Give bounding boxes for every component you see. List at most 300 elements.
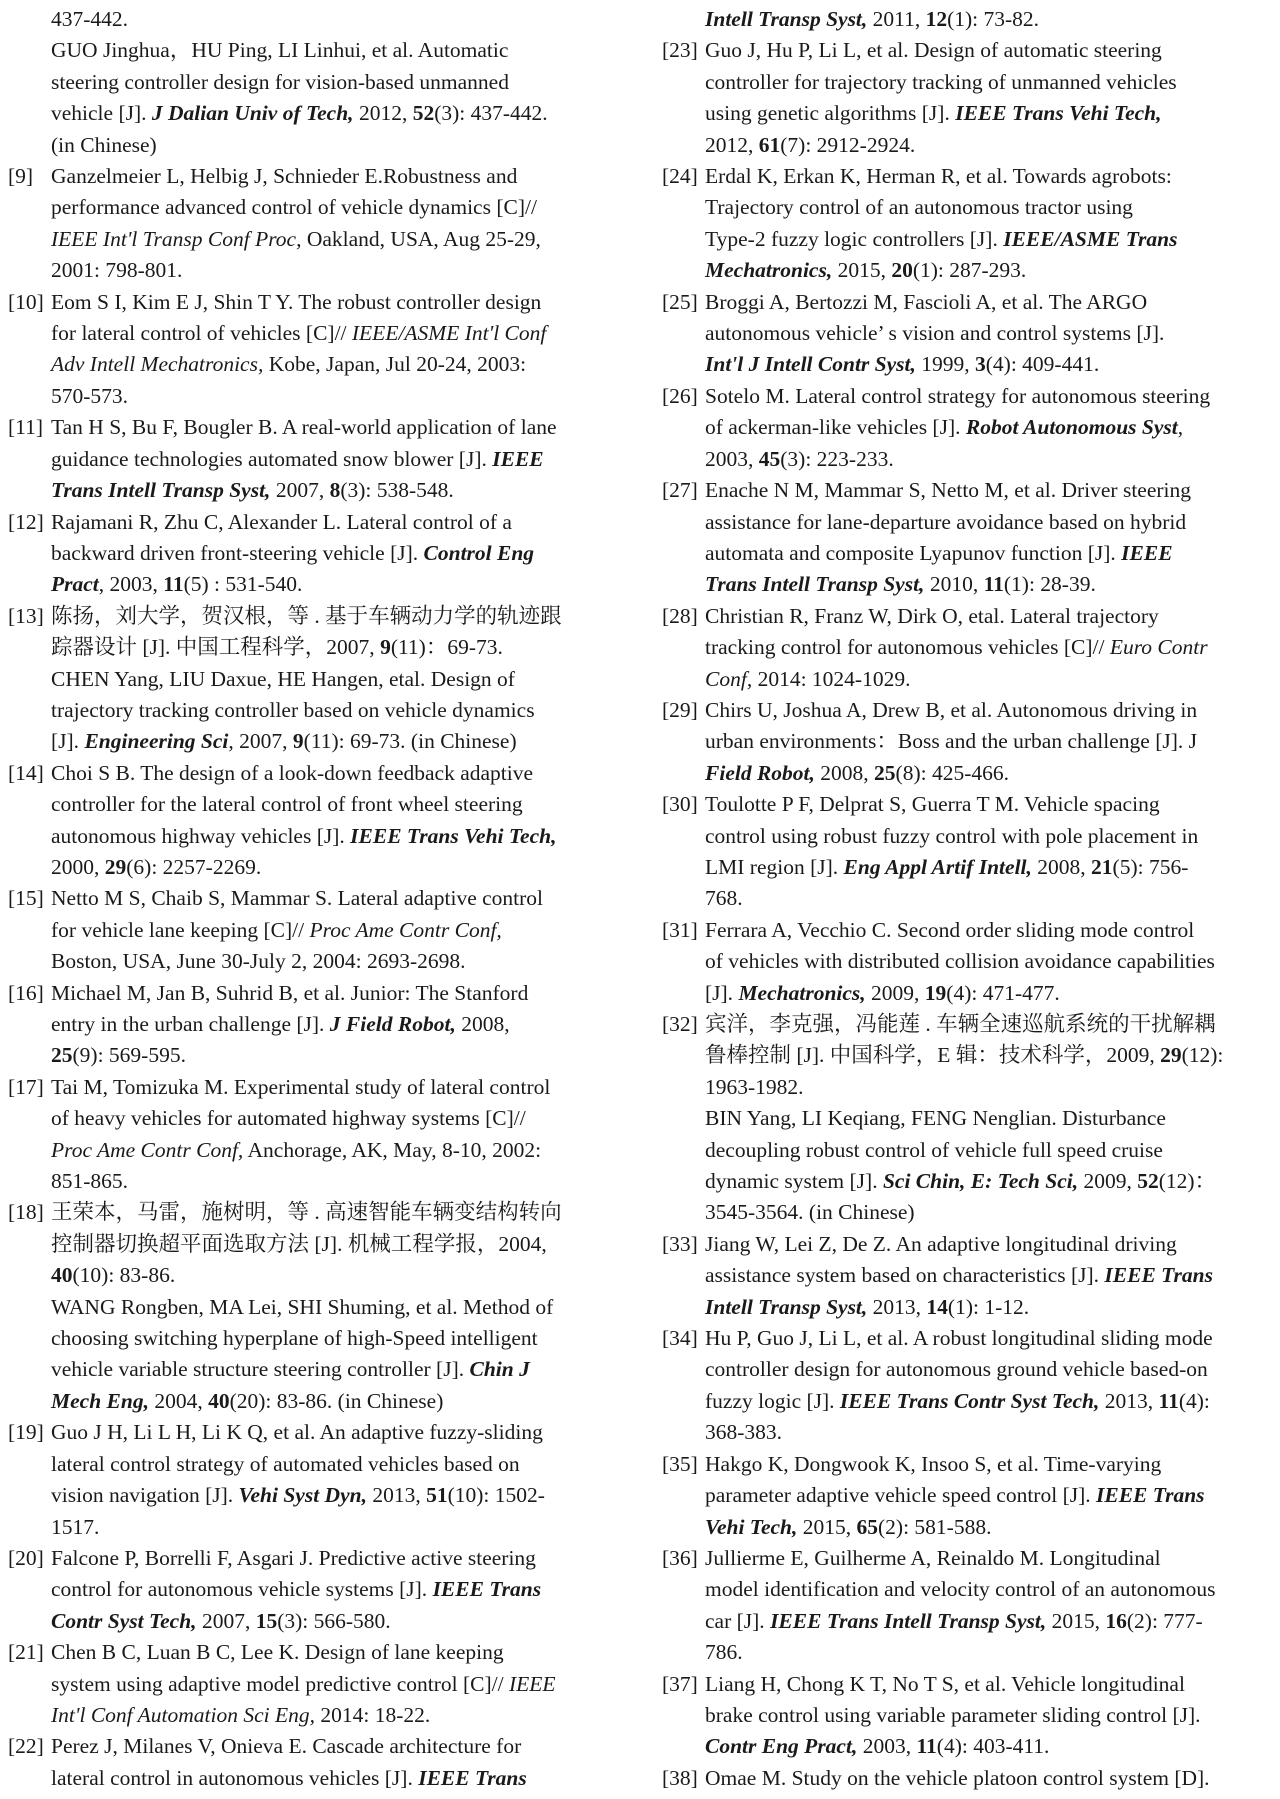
- reference-line: [51, 1260, 618, 1291]
- reference-entry: [662, 4, 1270, 35]
- reference-text: 1517.: [51, 1514, 100, 1539]
- reference-line: [51, 569, 618, 600]
- reference-text: Enache N M, Mammar S, Netto M, et al. Driver steering: [705, 478, 1192, 503]
- reference-text: 2007,: [270, 478, 330, 503]
- reference-number: [15]: [8, 886, 44, 911]
- reference-number: [13]: [8, 603, 44, 628]
- reference-line: [705, 664, 1270, 695]
- reference-entry: [662, 601, 1270, 695]
- reference-emphasis: 3: [975, 352, 986, 377]
- reference-text: assistance system based on characteristics [J].: [705, 1263, 1105, 1288]
- reference-emphasis: Engineering Sci: [84, 729, 229, 754]
- reference-emphasis: IEEE: [508, 1671, 556, 1696]
- reference-line: [51, 1700, 618, 1731]
- reference-line: [51, 255, 618, 286]
- reference-text: 2015,: [832, 258, 892, 283]
- reference-text: dynamic system [J].: [705, 1169, 883, 1194]
- reference-line: [705, 1103, 1270, 1134]
- reference-line: [705, 1009, 1270, 1040]
- reference-emphasis: 11: [1158, 1388, 1179, 1413]
- reference-text: choosing switching hyperplane of high-Speed intelligent: [51, 1326, 538, 1351]
- reference-text: 2009,: [1078, 1169, 1138, 1194]
- reference-text: of heavy vehicles for automated highway systems [C]//: [51, 1106, 526, 1131]
- reference-emphasis: 52: [412, 101, 435, 126]
- reference-entry: [8, 412, 618, 506]
- reference-number: [24]: [662, 164, 698, 189]
- reference-text: autonomous vehicle’ s vision and control systems [J].: [705, 321, 1165, 346]
- reference-line: [705, 1480, 1270, 1511]
- reference-text: 宾洋，李克强，冯能莲 . 车辆全速巡航系统的干扰解耦: [705, 1012, 1216, 1036]
- reference-text: autonomous highway vehicles [J].: [51, 823, 351, 848]
- reference-text: Perez J, Milanes V, Onieva E. Cascade architecture for: [51, 1734, 522, 1759]
- reference-line: [51, 161, 618, 192]
- reference-number: [10]: [8, 289, 44, 314]
- reference-line: [51, 130, 618, 161]
- reference-line: [705, 35, 1270, 66]
- reference-line: [705, 1386, 1270, 1417]
- reference-number: [9]: [8, 164, 34, 189]
- reference-line: [51, 883, 618, 914]
- reference-line: [705, 1323, 1270, 1354]
- reference-line: [705, 726, 1270, 757]
- reference-text: of vehicles with distributed collision avoidance capabilities: [705, 949, 1215, 974]
- reference-entry: [662, 1229, 1270, 1323]
- reference-text: (10): 83-86.: [72, 1263, 176, 1288]
- reference-emphasis: Proc Ame Contr Conf,: [51, 1137, 244, 1162]
- reference-emphasis: IEEE Int'l Transp Conf Proc,: [51, 226, 302, 251]
- reference-text: lateral control in autonomous vehicles [J].: [51, 1765, 419, 1790]
- reference-emphasis: 25: [51, 1043, 73, 1068]
- reference-emphasis: 11: [163, 572, 184, 597]
- reference-emphasis: 40: [208, 1388, 230, 1413]
- reference-entry: [662, 35, 1270, 161]
- reference-text: Trajectory control of an autonomous tractor using: [705, 195, 1133, 220]
- reference-text: 2004,: [148, 1388, 209, 1413]
- reference-entry: [662, 475, 1270, 601]
- reference-line: [705, 946, 1270, 977]
- reference-text: (6): 2257-2269.: [126, 854, 262, 879]
- reference-line: [705, 255, 1270, 286]
- reference-emphasis: IEEE Trans Vehi Tech,: [350, 823, 557, 848]
- reference-line: [705, 1763, 1270, 1794]
- reference-line: [51, 192, 618, 223]
- reference-column-right: [662, 4, 1270, 1794]
- reference-text: Jullierme E, Guilherme A, Reinaldo M. Longitudinal: [705, 1545, 1161, 1570]
- reference-number: [35]: [662, 1451, 698, 1476]
- reference-emphasis: IEEE Trans Intell Transp Syst,: [770, 1608, 1047, 1633]
- reference-emphasis: 40: [51, 1263, 73, 1288]
- reference-text: parameter adaptive vehicle speed control [J].: [705, 1483, 1096, 1508]
- reference-text: (3): 538-548.: [340, 478, 454, 503]
- reference-entry: [8, 161, 618, 287]
- reference-number: [19]: [8, 1420, 44, 1445]
- reference-number: [33]: [662, 1231, 698, 1256]
- reference-text: (10): 1502-: [447, 1483, 545, 1508]
- reference-emphasis: Chin J: [469, 1357, 530, 1382]
- reference-emphasis: Trans Intell Transp Syst,: [51, 478, 271, 503]
- reference-text: 2012,: [353, 101, 413, 126]
- reference-text: vision navigation [J].: [51, 1483, 239, 1508]
- reference-text: trajectory tracking controller based on vehicle dynamics: [51, 697, 535, 722]
- reference-entry: [662, 1449, 1270, 1543]
- reference-text: Eom S I, Kim E J, Shin T Y. The robust controller design: [51, 289, 542, 314]
- reference-number: [34]: [662, 1326, 698, 1351]
- reference-text: 1999,: [915, 352, 976, 377]
- reference-entry: [8, 1197, 618, 1417]
- reference-text: control using robust fuzzy control with pole placement in: [705, 823, 1199, 848]
- reference-number: [16]: [8, 980, 44, 1005]
- reference-text: for vehicle lane keeping [C]//: [51, 917, 310, 942]
- reference-emphasis: 12: [925, 7, 948, 31]
- reference-emphasis: Mechatronics,: [705, 258, 833, 283]
- reference-entry: [8, 4, 618, 161]
- reference-emphasis: 25: [874, 760, 896, 785]
- reference-number: [25]: [662, 289, 698, 314]
- reference-text: 2015,: [1046, 1608, 1106, 1633]
- reference-text: (3): 223-233.: [780, 446, 894, 471]
- reference-number: [22]: [8, 1734, 44, 1759]
- reference-text: (1): 73-82.: [947, 7, 1040, 31]
- reference-emphasis: Conf,: [705, 666, 753, 691]
- reference-line: [51, 1543, 618, 1574]
- reference-text: 2008,: [1031, 854, 1092, 879]
- reference-line: [51, 224, 618, 255]
- reference-line: [51, 475, 618, 506]
- reference-number: [20]: [8, 1545, 44, 1570]
- reference-line: [51, 1166, 618, 1197]
- reference-line: [51, 318, 618, 349]
- reference-text: Type-2 fuzzy logic controllers [J].: [705, 226, 1004, 251]
- reference-text: using genetic algorithms [J].: [705, 101, 956, 126]
- reference-text: 2007,: [196, 1608, 256, 1633]
- reference-emphasis: IEEE Trans: [1096, 1483, 1205, 1508]
- reference-number: [26]: [662, 383, 698, 408]
- reference-line: [705, 1543, 1270, 1574]
- reference-line: [705, 130, 1270, 161]
- reference-entry: [662, 381, 1270, 475]
- reference-text: (11): 69-73. (in Chinese): [303, 729, 517, 754]
- reference-number: [18]: [8, 1200, 44, 1225]
- reference-number: [27]: [662, 478, 698, 503]
- reference-line: [51, 1606, 618, 1637]
- reference-text: 2011,: [867, 7, 926, 31]
- reference-line: [705, 1260, 1270, 1291]
- reference-emphasis: IEEE: [1121, 540, 1173, 565]
- reference-text: Liang H, Chong K T, No T S, et al. Vehicle longitudinal: [705, 1671, 1185, 1696]
- reference-text: Michael M, Jan B, Suhrid B, et al. Junior: The Stanford: [51, 980, 529, 1005]
- reference-emphasis: IEEE Trans Vehi Tech,: [955, 101, 1162, 126]
- reference-text: Choi S B. The design of a look-down feedback adaptive: [51, 760, 534, 785]
- reference-text: guidance technologies automated snow blower [J].: [51, 446, 493, 471]
- reference-emphasis: Robot Autonomous Syst: [965, 415, 1178, 440]
- reference-line: [705, 507, 1270, 538]
- reference-text: 2008,: [814, 760, 875, 785]
- reference-text: Sotelo M. Lateral control strategy for autonomous steering: [705, 383, 1211, 408]
- reference-emphasis: IEEE Trans: [1104, 1263, 1213, 1288]
- reference-text: 鲁棒控制 [J]. 中国科学，E 辑：技术科学，2009,: [705, 1043, 1161, 1068]
- reference-line: [51, 1009, 618, 1040]
- reference-line: [51, 1040, 618, 1071]
- reference-line: [705, 1040, 1270, 1071]
- reference-entry: [8, 883, 618, 977]
- reference-text: CHEN Yang, LIU Daxue, HE Hangen, etal. Design of: [51, 666, 515, 691]
- reference-text: Chirs U, Joshua A, Drew B, et al. Autonomous driving in: [705, 697, 1198, 722]
- reference-line: [51, 695, 618, 726]
- reference-text: (8): 425-466.: [895, 760, 1009, 785]
- reference-text: 2013,: [366, 1483, 427, 1508]
- reference-entry: [8, 601, 618, 758]
- reference-entry: [662, 1669, 1270, 1763]
- reference-line: [51, 1323, 618, 1354]
- reference-number: [29]: [662, 697, 698, 722]
- reference-emphasis: Int'l J Intell Contr Syst,: [705, 352, 916, 377]
- reference-emphasis: IEEE/ASME Int'l Conf: [351, 321, 547, 346]
- reference-line: [51, 444, 618, 475]
- reference-text: (20): 83-86. (in Chinese): [229, 1388, 444, 1413]
- reference-entry: [8, 1072, 618, 1198]
- reference-text: backward driven front-steering vehicle [J].: [51, 540, 424, 565]
- reference-line: [51, 1135, 618, 1166]
- reference-text: 2008,: [455, 1012, 510, 1036]
- reference-line: [705, 852, 1270, 883]
- reference-emphasis: 11: [916, 1734, 937, 1759]
- reference-line: [705, 601, 1270, 632]
- reference-text: for lateral control of vehicles [C]//: [51, 321, 352, 346]
- reference-text: 2010,: [924, 572, 984, 597]
- reference-emphasis: IEEE Trans Contr Syst Tech,: [839, 1388, 1100, 1413]
- reference-text: Omae M. Study on the vehicle platoon control system [D].: [705, 1765, 1210, 1790]
- reference-entry: [662, 789, 1270, 915]
- reference-text: Rajamani R, Zhu C, Alexander L. Lateral control of a: [51, 509, 512, 534]
- reference-line: [705, 1197, 1270, 1228]
- reference-line: [51, 287, 618, 318]
- reference-line: [51, 507, 618, 538]
- reference-text: lateral control strategy of automated vehicles based on: [51, 1451, 520, 1476]
- reference-line: [705, 883, 1270, 914]
- reference-entry: [662, 1543, 1270, 1669]
- reference-entry: [662, 1763, 1270, 1794]
- reference-entry: [662, 695, 1270, 789]
- reference-text: 2015,: [797, 1514, 857, 1539]
- reference-line: [51, 821, 618, 852]
- reference-line: [51, 67, 618, 98]
- reference-text: 368-383.: [705, 1420, 783, 1445]
- reference-text: (12)：: [1158, 1169, 1217, 1194]
- reference-line: [705, 192, 1270, 223]
- reference-emphasis: Control Eng: [423, 540, 535, 565]
- reference-emphasis: Pract: [51, 572, 99, 597]
- reference-entry: [8, 287, 618, 413]
- reference-text: (7): 2912-2924.: [780, 132, 916, 157]
- reference-number: [12]: [8, 509, 44, 534]
- reference-text: Erdal K, Erkan K, Herman R, et al. Towards agrobots:: [705, 164, 1172, 189]
- reference-text: urban environments：Boss and the urban challenge [J]. J: [705, 729, 1197, 754]
- reference-emphasis: 9: [380, 635, 391, 660]
- reference-line: [51, 4, 618, 35]
- reference-text: 570-573.: [51, 383, 129, 408]
- reference-text: assistance for lane-departure avoidance based on hybrid: [705, 509, 1187, 534]
- reference-entry: [8, 1417, 618, 1543]
- reference-line: [51, 1417, 618, 1448]
- reference-line: [705, 1731, 1270, 1762]
- reference-line: [705, 632, 1270, 663]
- reference-line: [51, 1763, 618, 1794]
- reference-text: (12):: [1181, 1043, 1224, 1068]
- reference-line: [51, 632, 618, 663]
- reference-line: [51, 1731, 618, 1762]
- reference-entry: [662, 287, 1270, 381]
- reference-text: Netto M S, Chaib S, Mammar S. Lateral adaptive control: [51, 886, 544, 911]
- reference-emphasis: 9: [292, 729, 304, 754]
- reference-line: [51, 758, 618, 789]
- reference-emphasis: Vehi Tech,: [705, 1514, 798, 1539]
- reference-line: [705, 821, 1270, 852]
- reference-line: [51, 1072, 618, 1103]
- reference-emphasis: 52: [1137, 1169, 1159, 1194]
- reference-text: WANG Rongben, MA Lei, SHI Shuming, et al. Method of: [51, 1294, 554, 1319]
- reference-text: Falcone P, Borrelli F, Asgari J. Predictive active steering: [51, 1545, 536, 1570]
- reference-line: [705, 789, 1270, 820]
- reference-entry: [662, 915, 1270, 1009]
- reference-text: 2013,: [867, 1294, 927, 1319]
- reference-line: [705, 224, 1270, 255]
- reference-line: [705, 381, 1270, 412]
- reference-text: Hakgo K, Dongwook K, Insoo S, et al. Time-varying: [705, 1451, 1162, 1476]
- reference-text: car [J].: [705, 1608, 771, 1633]
- reference-line: [51, 978, 618, 1009]
- reference-line: [51, 1229, 618, 1260]
- reference-line: [51, 1449, 618, 1480]
- reference-emphasis: Sci Chin, E: Tech Sci,: [882, 1169, 1079, 1194]
- reference-line: [705, 1135, 1270, 1166]
- reference-emphasis: 14: [926, 1294, 948, 1319]
- reference-emphasis: Vehi Syst Dyn,: [238, 1483, 367, 1508]
- reference-text: steering controller design for vision-based unmanned: [51, 69, 509, 94]
- reference-number: [31]: [662, 917, 698, 942]
- reference-text: Broggi A, Bertozzi M, Fascioli A, et al. The ARGO: [705, 289, 1148, 314]
- reference-number: [17]: [8, 1074, 44, 1099]
- reference-text: 2000,: [51, 854, 105, 879]
- reference-text: , 2007,: [228, 729, 293, 754]
- reference-line: [51, 1197, 618, 1228]
- reference-text: ,: [1177, 415, 1184, 440]
- reference-text: 851-865.: [51, 1169, 129, 1194]
- reference-entry: [8, 507, 618, 601]
- reference-line: [705, 287, 1270, 318]
- reference-line: [705, 1166, 1270, 1197]
- reference-line: [705, 538, 1270, 569]
- reference-text: GUO Jinghua，HU Ping, LI Linhui, et al. Automatic: [51, 38, 509, 63]
- reference-line: [51, 98, 618, 129]
- reference-text: Chen B C, Luan B C, Lee K. Design of lane keeping: [51, 1640, 504, 1665]
- reference-line: [51, 1292, 618, 1323]
- reference-line: [51, 915, 618, 946]
- reference-text: vehicle [J].: [51, 101, 152, 126]
- reference-emphasis: Proc Ame Contr Conf,: [309, 917, 502, 942]
- reference-line: [705, 412, 1270, 443]
- reference-line: [705, 349, 1270, 380]
- reference-text: Guo J, Hu P, Li L, et al. Design of automatic steering: [705, 38, 1162, 63]
- reference-line: [705, 758, 1270, 789]
- reference-text: (4): 403-411.: [936, 1734, 1050, 1759]
- reference-text: (3): 437-442.: [434, 101, 548, 126]
- reference-emphasis: 20: [891, 258, 913, 283]
- reference-line: [705, 1292, 1270, 1323]
- reference-line: [705, 695, 1270, 726]
- reference-number: [30]: [662, 792, 698, 817]
- reference-text: Tan H S, Bu F, Bougler B. A real-world application of lane: [51, 415, 557, 440]
- reference-text: 陈扬，刘大学，贺汉根，等 . 基于车辆动力学的轨迹跟: [51, 603, 562, 628]
- reference-emphasis: Adv Intell Mechatronics,: [51, 352, 264, 377]
- reference-line: [51, 1574, 618, 1605]
- reference-line: [51, 789, 618, 820]
- reference-emphasis: Int'l Conf Automation Sci Eng,: [51, 1702, 315, 1727]
- reference-emphasis: J Field Robot,: [329, 1012, 456, 1036]
- reference-text: (4): 471-477.: [946, 980, 1060, 1005]
- reference-entry: [8, 1543, 618, 1637]
- reference-line: [51, 1354, 618, 1385]
- reference-text: 2012,: [705, 132, 759, 157]
- reference-line: [705, 569, 1270, 600]
- reference-entry: [662, 1323, 1270, 1449]
- reference-number: [11]: [8, 415, 44, 440]
- reference-line: [51, 349, 618, 380]
- reference-text: 控制器切换超平面选取方法 [J]. 机械工程学报，2004,: [51, 1231, 547, 1256]
- reference-text: (1): 287-293.: [912, 258, 1027, 283]
- reference-text: 2001: 798-801.: [51, 258, 183, 283]
- reference-entry: [8, 1637, 618, 1731]
- reference-text: performance advanced control of vehicle dynamics [C]//: [51, 195, 537, 220]
- reference-text: Tai M, Tomizuka M. Experimental study of lateral control: [51, 1074, 551, 1099]
- reference-text: control for autonomous vehicle systems [J].: [51, 1577, 433, 1602]
- reference-emphasis: 45: [758, 446, 781, 471]
- reference-text: (4): 409-441.: [985, 352, 1100, 377]
- reference-text: (11)：69-73.: [390, 635, 503, 660]
- reference-emphasis: IEEE Trans: [432, 1577, 542, 1602]
- reference-emphasis: Mech Eng,: [51, 1388, 149, 1413]
- reference-line: [705, 1449, 1270, 1480]
- reference-text: controller for trajectory tracking of unmanned vehicles: [705, 69, 1177, 94]
- reference-line: [705, 1574, 1270, 1605]
- reference-line: [51, 946, 618, 977]
- reference-line: [51, 726, 618, 757]
- reference-emphasis: J Dalian Univ of Tech,: [151, 101, 354, 126]
- reference-text: 768.: [705, 886, 743, 911]
- reference-line: [705, 1417, 1270, 1448]
- reference-line: [705, 67, 1270, 98]
- reference-emphasis: 51: [426, 1483, 448, 1508]
- reference-text: of ackerman-like vehicles [J].: [705, 415, 966, 440]
- reference-emphasis: Contr Eng Pract,: [705, 1734, 858, 1759]
- reference-text: 2014: 1024-1029.: [752, 666, 911, 691]
- reference-entry: [8, 758, 618, 884]
- reference-text: Boston, USA, June 30-July 2, 2004: 2693-2698.: [51, 949, 466, 974]
- reference-column-left: [8, 4, 618, 1794]
- reference-text: 王荣本，马雷，施树明，等 . 高速智能车辆变结构转向: [51, 1200, 562, 1225]
- reference-text: Christian R, Franz W, Dirk O, etal. Lateral trajectory: [705, 603, 1159, 628]
- reference-emphasis: Euro Contr: [1109, 635, 1208, 660]
- reference-text: (1): 1-12.: [947, 1294, 1030, 1319]
- reference-text: 踪器设计 [J]. 中国工程科学，2007,: [51, 635, 381, 660]
- reference-emphasis: Contr Syst Tech,: [51, 1608, 197, 1633]
- reference-emphasis: Trans Intell Transp Syst,: [705, 572, 925, 597]
- reference-text: Jiang W, Lei Z, De Z. An adaptive longitudinal driving: [705, 1231, 1177, 1256]
- reference-line: [51, 1386, 618, 1417]
- reference-text: tracking control for autonomous vehicles [C]//: [705, 635, 1110, 660]
- reference-emphasis: 61: [758, 132, 781, 157]
- reference-text: 3545-3564. (in Chinese): [705, 1200, 915, 1225]
- reference-line: [51, 601, 618, 632]
